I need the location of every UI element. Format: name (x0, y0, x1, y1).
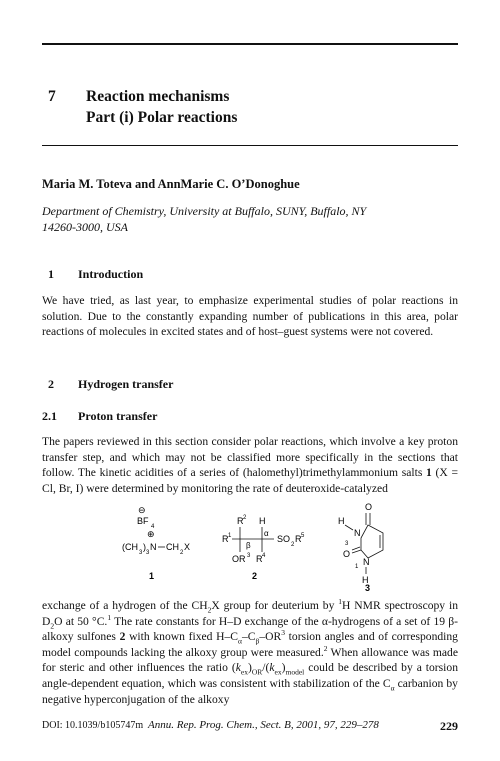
plus-charge-icon: ⊕ (147, 529, 155, 539)
svg-text:3: 3 (345, 541, 349, 547)
structure-3-label: 3 (365, 583, 371, 592)
reference-2: 2 (323, 643, 328, 653)
svg-text:): ) (143, 542, 146, 552)
page-number: 229 (440, 719, 458, 733)
svg-text:R: R (237, 516, 244, 526)
structure-3 (338, 502, 383, 592)
svg-text:2: 2 (291, 542, 295, 548)
svg-text:4: 4 (262, 553, 266, 559)
chapter-number: 7 (48, 88, 56, 105)
structure-1-label: 1 (149, 571, 155, 581)
svg-text:BF: BF (137, 516, 149, 526)
section-heading-intro (48, 267, 348, 283)
svg-text:H: H (362, 575, 369, 585)
continuation-paragraph: exchange of a hydrogen of the $CH_2X$ group for deuterium by $^1$H NMR spectroscopy in $D_2O$ at 50 °C.$^1$ The rate constants for H–D exchange of the α-hydrogens of a set of 19 β-alkoxy sulfones 2 with known fixed $H-C_\alpha-C_\beta-OR^3$ torsion angles and of corresponding model compounds lacking the alkoxy group were measured.$^2$ When allowance was made for steric and other influences the ratio $(k_{ex})_{OR}/(k_{ex})_{model}$ could be described by a torsion angle-dependent equation, which was consistent with stabilization of the $C_\alpha$ carbanion by negative hyperconjugation of the alkoxy (42, 597, 459, 706)
svg-text:H: H (338, 516, 345, 526)
svg-text:β: β (246, 541, 251, 550)
svg-text:X: X (184, 542, 191, 552)
svg-text:SO: SO (277, 534, 291, 544)
svg-text:5: 5 (301, 533, 305, 539)
svg-text:(CH: (CH (122, 542, 138, 552)
structure-2-label: 2 (252, 571, 258, 581)
reference-1: 1 (107, 612, 112, 622)
svg-text:1: 1 (228, 533, 232, 539)
svg-text:2: 2 (180, 550, 184, 556)
svg-text:O: O (343, 549, 351, 559)
affiliation-line-2: 14260-3000, USA (42, 220, 128, 234)
svg-text:3: 3 (139, 550, 143, 556)
journal-citation: Annu. Rep. Prog. Chem., Sect. B, 2001, 97, 229–278 (148, 719, 379, 731)
top-rule (42, 43, 458, 45)
compound-ref-1: 1 (426, 466, 432, 480)
page-footer (42, 719, 458, 735)
heading-rule (42, 145, 458, 146)
minus-charge-icon: ⊖ (138, 505, 146, 515)
section-heading-hydrogen-transfer (48, 377, 348, 393)
compound-ref-2: 2 (119, 630, 126, 644)
chapter-heading (48, 86, 448, 136)
chapter-title: Reaction mechanisms (86, 88, 230, 105)
intro-paragraph: We have tried, as last year, to emphasize experimental studies of polar reactions in solution. Due to the constantly expanding number of publications in this area, polar reactions of molecules in excited states and of host–guest systems were not covered. (42, 294, 458, 339)
svg-text:α: α (264, 529, 269, 538)
affiliation (42, 203, 458, 235)
authors: Maria M. Toteva and AnnMarie C. O’Donoghue (42, 177, 300, 191)
subsection-heading-proton-transfer (42, 409, 342, 425)
subsection-number: 2.1 (42, 409, 57, 423)
svg-text:O: O (365, 502, 373, 512)
section-number: 1 (48, 267, 54, 281)
section-title: Hydrogen transfer (78, 377, 174, 391)
structure-2 (222, 515, 305, 581)
chemical-structures (0, 500, 500, 592)
chapter-subtitle: Part (i) Polar reactions (86, 109, 238, 126)
svg-text:4: 4 (151, 524, 155, 530)
svg-text:3: 3 (146, 550, 150, 556)
svg-text:R: R (295, 534, 302, 544)
svg-text:CH: CH (166, 542, 179, 552)
svg-text:OR: OR (232, 554, 246, 564)
svg-text:3: 3 (247, 553, 251, 559)
section-title: Introduction (78, 267, 144, 281)
svg-text:R: R (222, 534, 229, 544)
svg-text:N: N (363, 557, 370, 567)
svg-text:N: N (354, 528, 361, 538)
svg-text:R: R (256, 554, 263, 564)
svg-text:N: N (150, 542, 157, 552)
structure-1 (122, 505, 190, 581)
doi: DOI: 10.1039/b105747m (42, 720, 144, 731)
svg-text:H: H (259, 516, 266, 526)
svg-text:2: 2 (243, 515, 247, 521)
proton-transfer-paragraph: The papers reviewed in this section consider polar reactions, which involve a key proton transfer step, and which may not be classified more specifically in the sections that follow. The kinetic acidities of a series of (halomethyl)trimethylammonium salts 1 (X = Cl, Br, I) were determined by monitoring the rate of deuteroxide-catalyzed (42, 435, 458, 495)
svg-text:1: 1 (355, 564, 359, 570)
section-number: 2 (48, 377, 54, 391)
affiliation-line-1: Department of Chemistry, University at Buffalo, SUNY, Buffalo, NY (42, 204, 367, 218)
subsection-title: Proton transfer (78, 409, 158, 423)
